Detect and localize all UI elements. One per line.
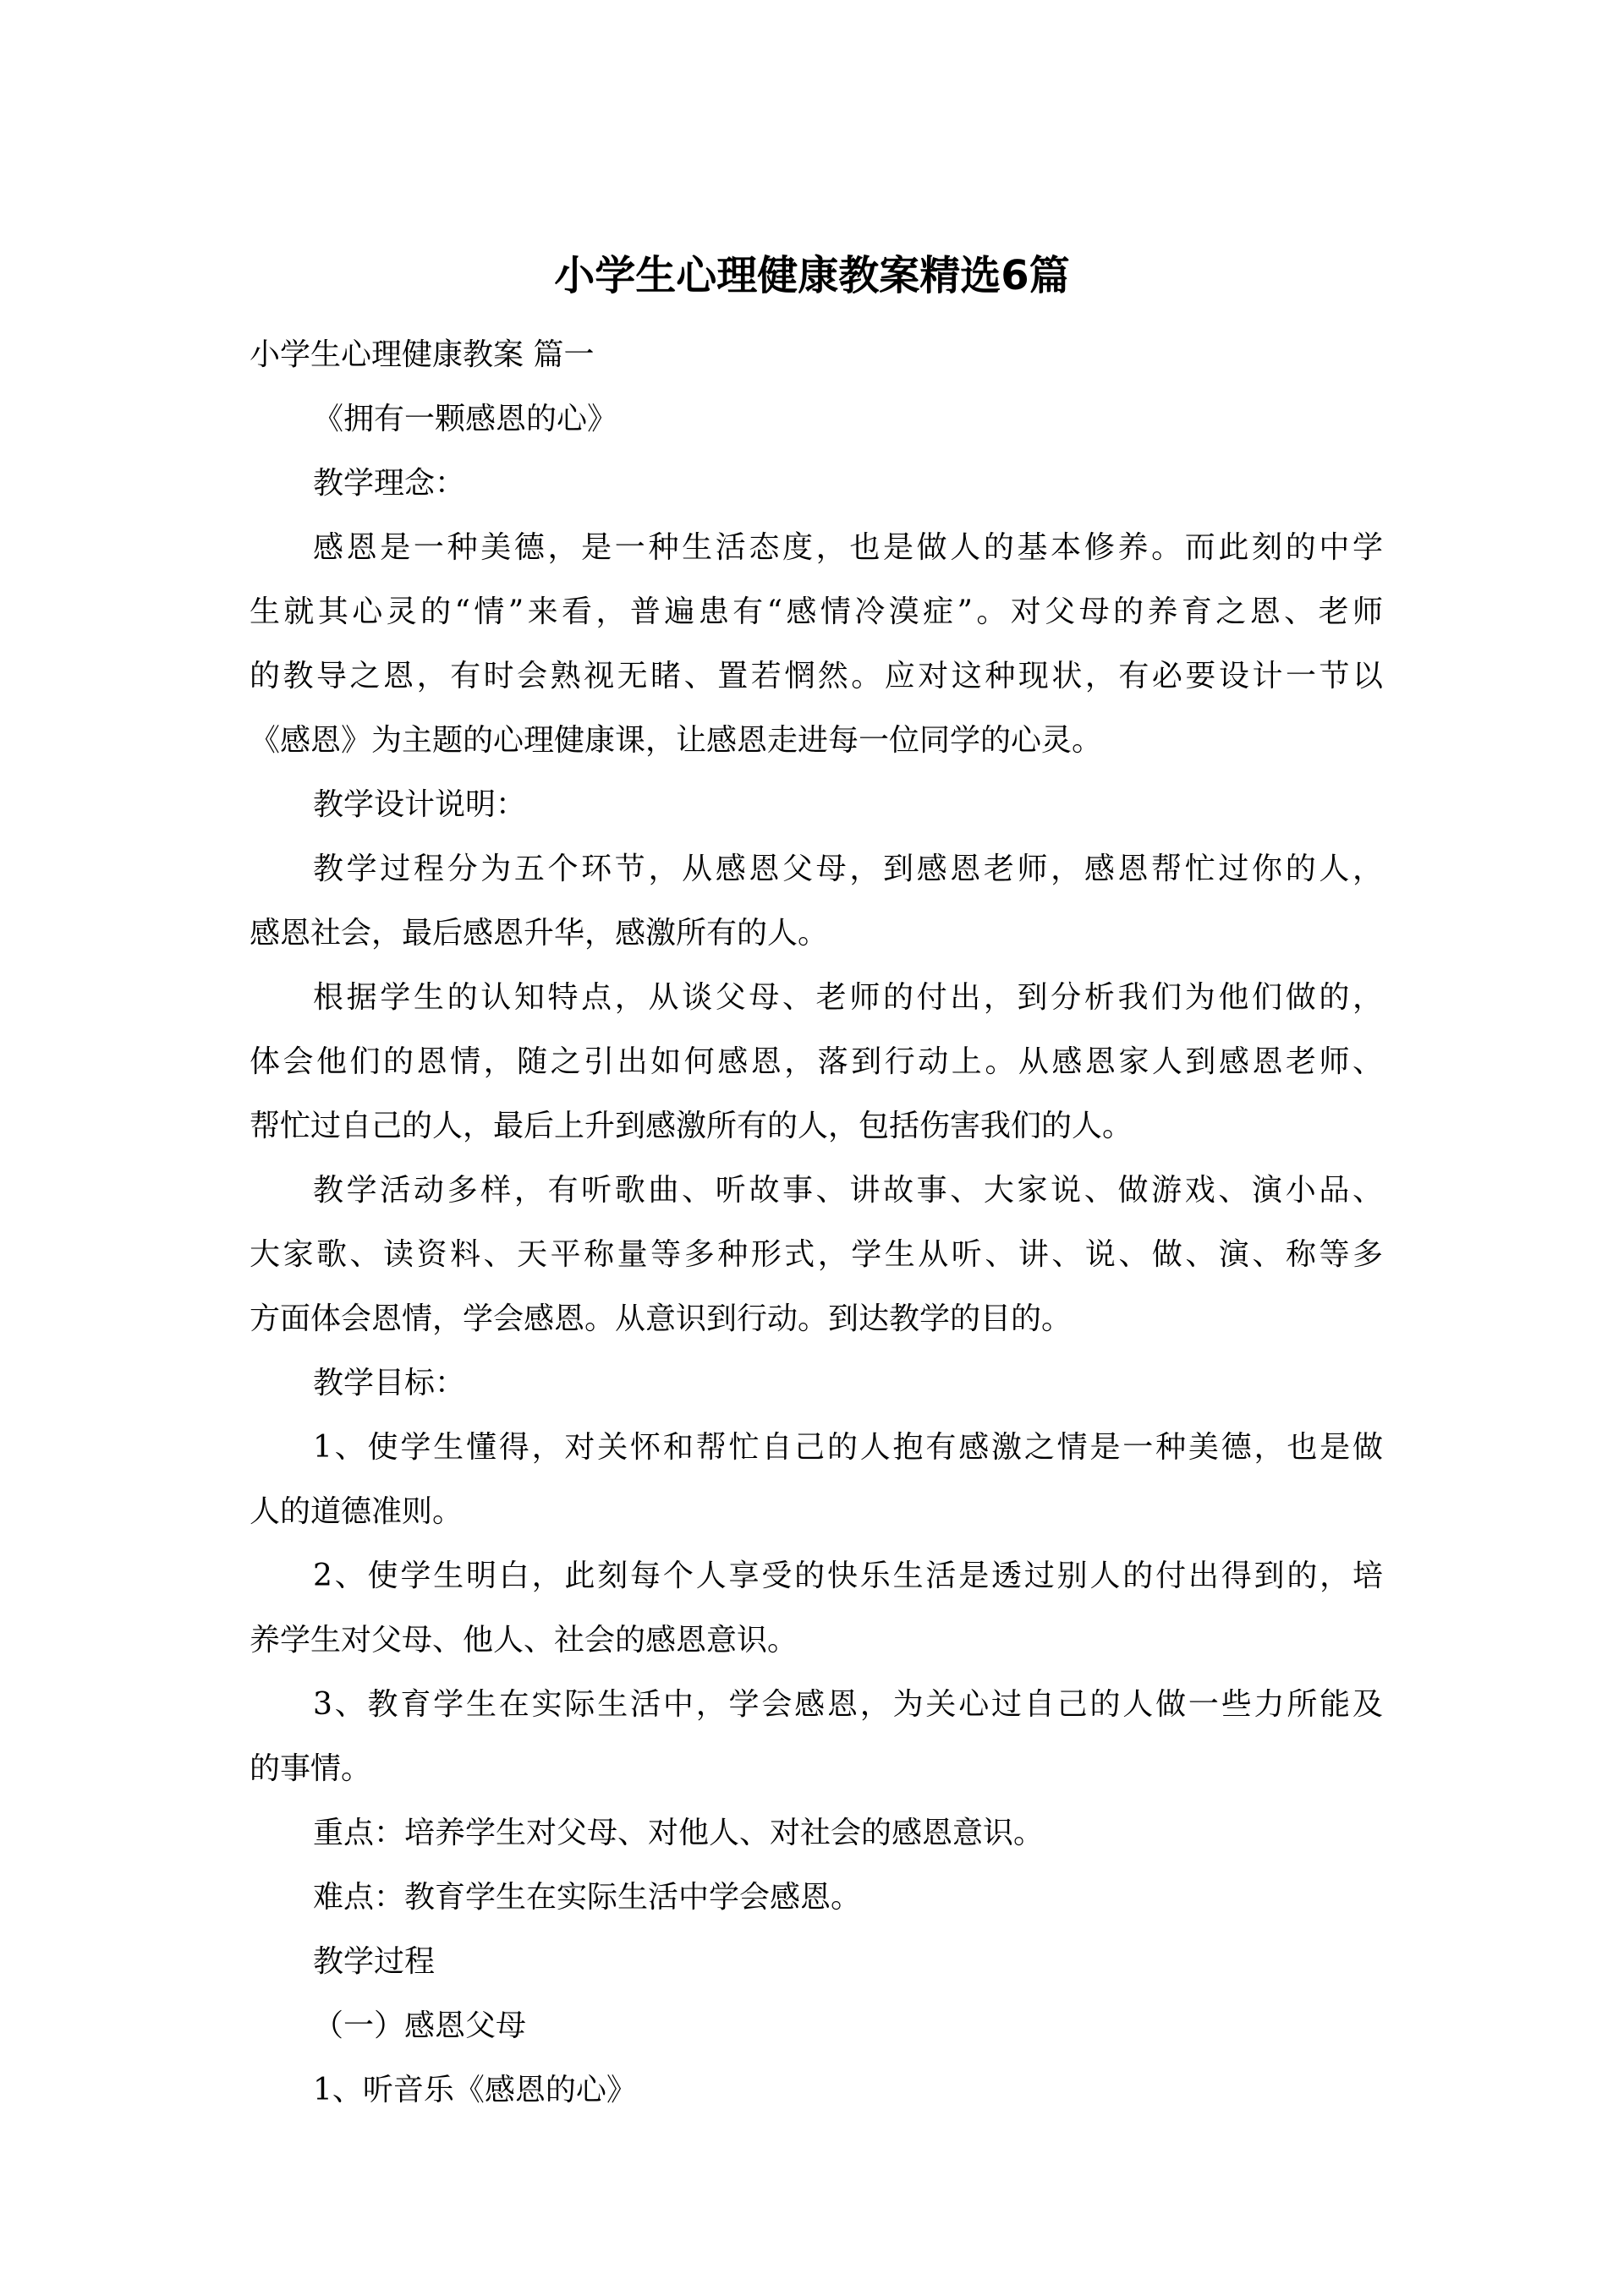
- subheading-teaching-concept: 教学理念：: [313, 466, 466, 501]
- list-item: 1、使学生懂得，对关怀和帮忙自己的人抱有感激之情是一种美德，也是做: [313, 1430, 1383, 1465]
- paragraph-line: 体会他们的恩情，随之引出如何感恩，落到行动上。从感恩家人到感恩老师、: [250, 1044, 1383, 1079]
- paragraph-line: 帮忙过自己的人，最后上升到感激所有的人，包括伤害我们的人。: [250, 1109, 1133, 1143]
- paragraph-line: 大家歌、读资料、天平称量等多种形式，学生从听、讲、说、做、演、称等多: [250, 1237, 1383, 1272]
- lesson-title: 《拥有一颗感恩的心》: [313, 402, 618, 436]
- list-item: 3、教育学生在实际生活中，学会感恩，为关心过自己的人做一些力所能及: [313, 1687, 1383, 1722]
- paragraph-line: 感恩是一种美德，是一种生活态度，也是做人的基本修养。而此刻的中学: [313, 530, 1383, 565]
- subheading-teaching-goals: 教学目标：: [313, 1366, 466, 1400]
- paragraph-line: 根据学生的认知特点，从谈父母、老师的付出，到分析我们为他们做的，: [313, 980, 1383, 1015]
- list-item-continued: 人的道德准则。: [250, 1494, 464, 1529]
- paragraph-line: 的教导之恩，有时会熟视无睹、置若惘然。应对这种现状，有必要设计一节以: [250, 659, 1383, 693]
- section-heading: 小学生心理健康教案 篇一: [250, 337, 595, 372]
- paragraph-line: 感恩社会，最后感恩升华，感激所有的人。: [250, 916, 829, 951]
- difficult-point: 难点：教育学生在实际生活中学会感恩。: [313, 1880, 862, 1915]
- paragraph-line: 《感恩》为主题的心理健康课，让感恩走进每一位同学的心灵。: [250, 723, 1103, 758]
- key-point: 重点：培养学生对父母、对他人、对社会的感恩意识。: [313, 1816, 1045, 1850]
- list-item-continued: 的事情。: [250, 1751, 372, 1786]
- document-title: 小学生心理健康教案精选6篇: [554, 252, 1070, 299]
- step-heading: （一）感恩父母: [313, 2008, 527, 2043]
- paragraph-line: 教学过程分为五个环节，从感恩父母，到感恩老师，感恩帮忙过你的人，: [313, 852, 1383, 886]
- list-item-continued: 养学生对父母、他人、社会的感恩意识。: [250, 1623, 798, 1658]
- paragraph-line: 方面体会恩情，学会感恩。从意识到行动。到达教学的目的。: [250, 1301, 1073, 1336]
- subheading-design-notes: 教学设计说明：: [313, 787, 527, 822]
- subheading-teaching-process: 教学过程: [313, 1944, 436, 1979]
- paragraph-line: 生就其心灵的“情”来看，普遍患有“感情冷漠症”。对父母的养育之恩、老师: [250, 595, 1383, 629]
- list-item: 2、使学生明白，此刻每个人享受的快乐生活是透过别人的付出得到的，培: [313, 1559, 1383, 1593]
- step-item: 1、听音乐《感恩的心》: [313, 2073, 637, 2107]
- paragraph-line: 教学活动多样，有听歌曲、听故事、讲故事、大家说、做游戏、演小品、: [313, 1173, 1383, 1208]
